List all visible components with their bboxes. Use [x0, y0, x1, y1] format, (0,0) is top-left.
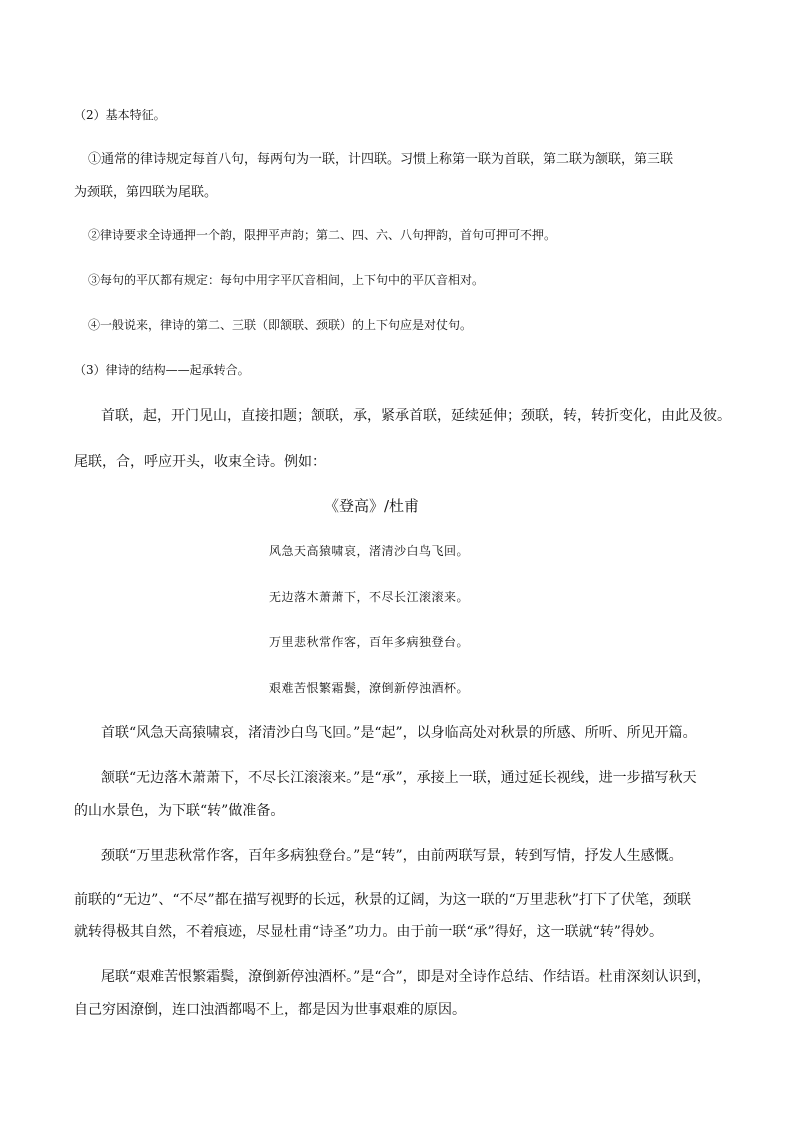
poem-line: 风急天高猿啸哀，渚清沙白鸟飞回。: [269, 544, 470, 558]
analysis2-line2: 的山水景色，为下联“转”做准备。: [74, 803, 285, 819]
analysis2-line1: 颔联“无边落木萧萧下，不尽长江滚滚来。”是“承”，承接上一联，通过延长视线，进一步描写秋天: [101, 770, 697, 786]
poem-title: 《登高》/杜甫: [324, 497, 420, 515]
feature1-line1: ①通常的律诗规定每首八句，每两句为一联，计四联。习惯上称第一联为首联，第二联为颔联，第三联: [88, 152, 674, 167]
analysis3-line3: 就转得极其自然，不着痕迹，尽显杜甫“诗圣”功力。由于前一联“承”得好，这一联就“转”得妙。: [74, 924, 663, 940]
analysis4-line2: 自己穷困潦倒，连口浊酒都喝不上，都是因为世事艰难的原因。: [74, 1002, 466, 1018]
section2-heading: （2）基本特征。: [74, 108, 166, 122]
poem-line: 艰难苦恨繁霜鬓，潦倒新停浊酒杯。: [269, 681, 470, 695]
structure-line2: 尾联，合，呼应开头，收束全诗。例如：: [74, 454, 326, 470]
poem-line: 无边落木萧萧下，不尽长江滚滚来。: [269, 590, 470, 604]
analysis1: 首联“风急天高猿啸哀，渚清沙白鸟飞回。”是“起”，以身临高处对秋景的所感、所听、所见开篇。: [101, 725, 697, 741]
analysis4-line1: 尾联“艰难苦恨繁霜鬓，潦倒新停浊酒杯。”是“合”，即是对全诗作总结、作结语。杜甫深刻认识到，: [101, 969, 711, 985]
feature4: ④一般说来，律诗的第二、三联（即颔联、颈联）的上下句应是对仗句。: [88, 318, 473, 332]
feature2: ②律诗要求全诗通押一个韵，限押平声韵；第二、四、六、八句押韵，首句可押可不押。: [88, 228, 557, 242]
structure-line1: 首联，起，开门见山，直接扣题；颔联，承，紧承首联，延续延伸；颈联，转，转折变化，由此及彼。: [101, 408, 731, 424]
analysis3-line2: 前联的“无边”、“不尽”都在描写视野的长远，秋景的辽阔，为这一联的“万里悲秋”打下了伏笔，颈联: [74, 892, 691, 908]
feature3: ③每句的平仄都有规定：每句中用字平仄音相间，上下句中的平仄音相对。: [88, 273, 485, 287]
feature1-line2: 为颈联，第四联为尾联。: [74, 185, 218, 200]
section3-heading: （3）律诗的结构——起承转合。: [74, 363, 250, 377]
poem-line: 万里悲秋常作客，百年多病独登台。: [269, 635, 470, 649]
analysis3-line1: 颈联“万里悲秋常作客，百年多病独登台。”是“转”，由前两联写景，转到写情，抒发人生感慨。: [101, 848, 683, 864]
